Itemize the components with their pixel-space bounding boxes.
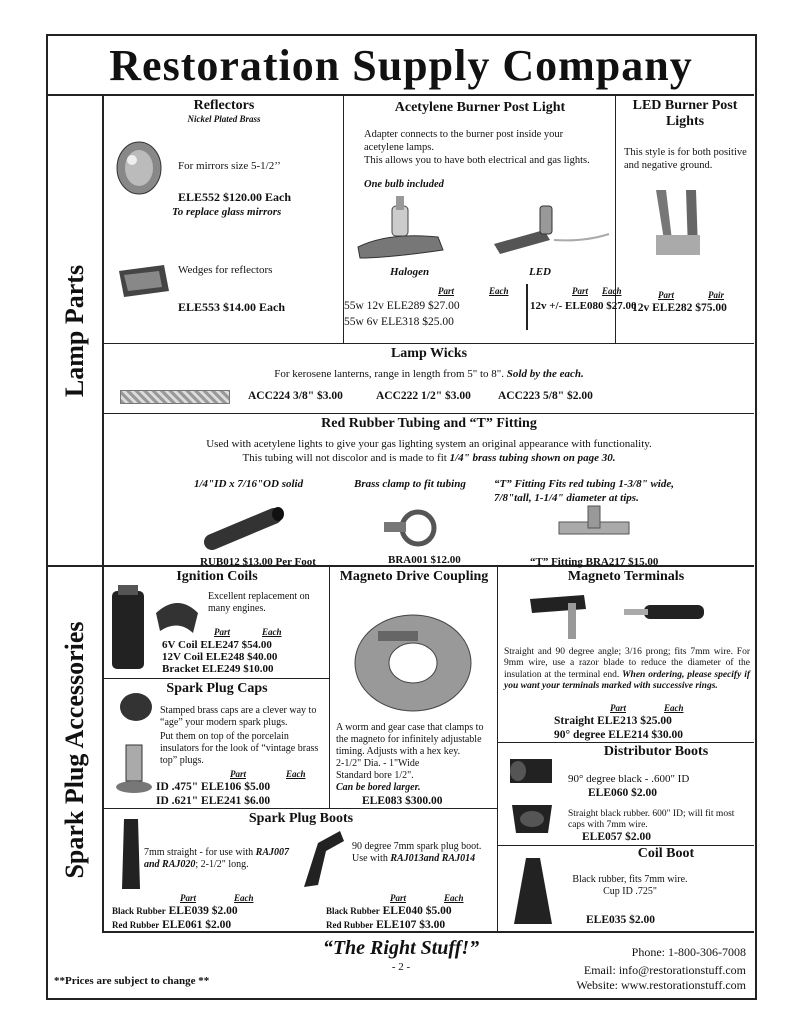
acetylene-title: Acetylene Burner Post Light (394, 100, 566, 115)
coil-boot-price: ELE035 $2.00 (586, 914, 656, 926)
boots-section (104, 809, 498, 933)
distributor-row-2: Straight black rubber. 600" ID; will fit most caps with 7mm wire. (568, 809, 735, 831)
boots-desc1b: RAJ007 and RAJ020 (144, 847, 289, 870)
acetylene-desc2: This allows you to have both electrical and gas lights. (364, 155, 590, 166)
spark-plug-cap-image (108, 685, 158, 805)
coil-row-1-part: ELE247 (200, 639, 239, 651)
caps-part-header: Part (230, 769, 247, 779)
page-footer (48, 933, 754, 999)
coil-boot-section (498, 846, 754, 933)
distributor-row-1: 90° degree black - .600" ID (568, 773, 690, 785)
boots-right-part-header: Part (390, 893, 407, 903)
boot-left-2-label: Red Rubber (112, 920, 160, 930)
brass-clamp-image (378, 502, 448, 552)
boots-desc2a: 90 degree 7mm spark plug boot. Use with (352, 841, 482, 864)
boots-desc2b: RAJ013and RAJ014 (390, 853, 476, 864)
led-row: 12v +/- ELE080 $27.00 (530, 300, 637, 312)
coils-title: Ignition Coils (176, 569, 258, 584)
side-label-lamp (48, 96, 104, 567)
magneto-bore2: Can be bored larger. (336, 782, 421, 793)
halogen-lamp-image (348, 192, 458, 264)
caps-section (104, 679, 330, 809)
mirror-text: For mirrors size 5-1/2’’ (178, 160, 281, 172)
boot-left-1-part: ELE039 (168, 905, 209, 917)
reflectors-subtitle: Nickel Plated Brass (187, 114, 261, 124)
terminals-note: When ordering, please specify if you want your terminals marked with successive rings. (504, 669, 750, 692)
footer-website: Website: www.restorationstuff.com (576, 978, 746, 992)
led-lamp-image (484, 192, 614, 264)
tubing-caption-2: Brass clamp to fit tubing (354, 478, 466, 490)
distributor-price-2: ELE057 $2.00 (582, 831, 652, 843)
boots-right-each-header: Each (444, 893, 464, 903)
coil-boot-desc: Black rubber, fits 7mm wire. Cup ID .725" (572, 874, 688, 897)
led-post-desc: This style is for both positive and negative ground. (624, 147, 747, 172)
tubing-section (104, 414, 754, 567)
tubing-price-1: RUB012 $13.00 Per Foot (200, 556, 316, 568)
wicks-title: Lamp Wicks (390, 346, 468, 361)
boot-right-2-label: Red Rubber (326, 920, 374, 930)
distributor-boot-image (502, 753, 562, 843)
led-post-title: LED Burner Post Lights (632, 98, 738, 130)
coil-boot-title: Coil Boot (637, 846, 695, 861)
page-title: Restoration Supply Company (48, 36, 754, 96)
distributor-price-1: ELE060 $2.00 (588, 787, 658, 799)
boot-right-2-price: $3.00 (419, 919, 446, 931)
wicks-desc: For kerosene lanterns, range in length from 5" to 8". (274, 368, 505, 380)
terminal-row-2-part: ELE214 (608, 729, 649, 741)
coil-row-3-part: ELE249 (202, 663, 241, 675)
led-post-section (616, 96, 754, 344)
t-fitting-image (554, 504, 634, 554)
footer-disclaimer: **Prices are subject to change ** (54, 975, 210, 987)
tubing-caption-3b: Fits red tubing 1-3/8" wide, 7/8"tall, 1-1/4" diameter at tips. (494, 478, 674, 504)
led-post-part-header: Part (658, 290, 675, 300)
tubing-price-2: BRA001 $12.00 (388, 554, 461, 566)
mirror-note: To replace glass mirrors (172, 206, 282, 218)
magneto-title: Magneto Drive Coupling (339, 569, 489, 584)
coils-part-header: Part (214, 627, 231, 637)
side-label-spark (48, 567, 104, 933)
boot-right-1-price: $5.00 (425, 905, 452, 917)
acetylene-each-header: Each (489, 286, 509, 296)
wedge-text: Wedges for reflectors (178, 264, 273, 276)
coil-row-3-price: $10.00 (243, 663, 274, 675)
coils-each-header: Each (262, 627, 282, 637)
boot-right-2-part: ELE107 (376, 919, 417, 931)
terminals-desc: Straight and 90 degree angle; 3/16 prong; fits 7mm wire. For 9mm wire, use a razor blade to reduce the diameter of the insulation at the terminal end. (504, 647, 750, 680)
distributor-title: Distributor Boots (603, 744, 709, 759)
wick-item-2: ACC222 1/2" $3.00 (376, 390, 471, 402)
catalog-page (46, 34, 757, 1000)
terminals-each-header: Each (664, 703, 684, 713)
wick-item-3: ACC223 5/8" $2.00 (498, 390, 593, 402)
acetylene-desc3: One bulb included (364, 179, 444, 190)
wedge-price: ELE553 $14.00 Each (178, 300, 286, 314)
terminals-title: Magneto Terminals (567, 569, 685, 584)
tubing-desc2b: 1/4" brass tubing shown on page 30. (449, 452, 616, 464)
wick-item-1: ACC224 3/8" $3.00 (248, 390, 343, 402)
footer-email: Email: info@restorationstuff.com (583, 963, 746, 977)
side-label-spark-text: Spark Plug Accessories (60, 621, 89, 879)
coil-boot-image (508, 854, 558, 930)
magneto-desc: A worm and gear case that clamps to the magneto for infinitely adjustable timing. Adjusts with a hex key. (336, 722, 484, 757)
acetylene-row-2: 55w 6v ELE318 $25.00 (344, 316, 454, 328)
tubing-price-3: “T” Fitting BRA217 $15.00 (530, 556, 659, 568)
boot-left-2-part: ELE061 (162, 919, 203, 931)
wicks-sold: Sold by the each. (506, 368, 584, 380)
cap-row-1-label: ID .475" (156, 781, 199, 793)
side-label-lamp-text: Lamp Parts (60, 264, 89, 397)
terminal-row-1-label: Straight (554, 715, 595, 727)
footer-phone: Phone: 1-800-306-7008 (631, 945, 746, 959)
boot-left-1-price: $2.00 (211, 905, 238, 917)
led-part-header: Part (572, 286, 589, 296)
acetylene-row-1: 55w 12v ELE289 $27.00 (344, 300, 460, 312)
led-post-pair-header: Pair (708, 290, 725, 300)
footer-slogan: “The Right Stuff!” (322, 937, 480, 959)
terminals-section (498, 567, 754, 743)
acetylene-desc1: Adapter connects to the burner post inside your acetylene lamps. (364, 129, 564, 154)
distributor-section (498, 743, 754, 846)
cap-row-2-label: ID .621" (156, 795, 199, 807)
acetylene-section (344, 96, 637, 344)
cap-row-1-part: ELE106 (201, 781, 242, 793)
led-label: LED (529, 266, 551, 278)
coil-row-2-label: 12V Coil (162, 651, 204, 663)
magneto-dims: 2-1/2" Dia. - 1"Wide (336, 758, 420, 769)
caps-title: Spark Plug Caps (166, 681, 268, 696)
led-post-image (636, 180, 736, 270)
terminal-row-1-price: $25.00 (640, 715, 672, 727)
coils-desc: Excellent replacement on many engines. (208, 591, 310, 614)
tubing-desc2: This tubing will not discolor and is made to fit (242, 452, 447, 464)
mirror-price: ELE552 $120.00 Each (178, 190, 292, 204)
boots-desc1c: ; 2-1/2" long. (195, 859, 249, 870)
caps-desc1: Stamped brass caps are a clever way to “age” your modern spark plugs. (160, 705, 317, 728)
magneto-price: ELE083 $300.00 (362, 795, 443, 807)
terminal-row-1-part: ELE213 (597, 715, 638, 727)
led-post-row: 12v ELE282 $75.00 (632, 302, 727, 314)
coil-row-2-price: $40.00 (247, 651, 278, 663)
caps-desc2: Put them on top of the porcelain insulators for the look of “vintage brass top” plugs. (160, 731, 319, 766)
magneto-terminal-image (524, 587, 744, 645)
acetylene-part-header: Part (438, 286, 455, 296)
wedge-image (114, 261, 174, 301)
tubing-caption-3a: “T” Fitting (494, 478, 546, 490)
terminal-row-2-price: $30.00 (651, 729, 683, 741)
boot-right-1-part: ELE040 (382, 905, 423, 917)
terminals-part-header: Part (610, 703, 627, 713)
coils-section (104, 567, 330, 679)
cap-row-1-price: $5.00 (244, 781, 271, 793)
coil-row-1-label: 6V Coil (162, 639, 198, 651)
caps-each-header: Each (286, 769, 306, 779)
coil-row-2-part: ELE248 (205, 651, 245, 663)
angle-boot-image (296, 827, 352, 897)
wicks-section (104, 344, 754, 414)
magneto-bore: Standard bore 1/2". (336, 770, 414, 781)
coil-row-1-price: $54.00 (241, 639, 272, 651)
boots-desc1a: 7mm straight - for use with (144, 847, 254, 858)
acetylene-divider (526, 284, 528, 330)
led-each-header: Each (602, 286, 622, 296)
boots-left-each-header: Each (234, 893, 254, 903)
page-number: - 2 - (391, 961, 411, 973)
tubing-desc1: Used with acetylene lights to give your gas lighting system an original appearance with functionality. (206, 438, 652, 450)
magneto-coupling-image (348, 607, 478, 717)
wick-image (120, 390, 230, 404)
boot-left-2-price: $2.00 (205, 919, 232, 931)
boots-left-part-header: Part (180, 893, 197, 903)
cap-row-2-part: ELE241 (201, 795, 242, 807)
cap-row-2-price: $6.00 (244, 795, 271, 807)
tubing-title: Red Rubber Tubing and “T” Fitting (321, 416, 537, 431)
straight-boot-image (116, 815, 146, 895)
boot-left-1-label: Black Rubber (112, 906, 166, 916)
boots-title: Spark Plug Boots (248, 811, 354, 826)
reflector-image (114, 140, 164, 195)
halogen-label: Halogen (390, 266, 430, 278)
tubing-caption-1: 1/4"ID x 7/16"OD solid (194, 478, 304, 490)
reflectors-section (104, 96, 344, 344)
terminal-row-2-label: 90° degree (554, 729, 606, 741)
boot-right-1-label: Black Rubber (326, 906, 380, 916)
reflectors-title: Reflectors (193, 98, 255, 113)
rubber-tubing-image (204, 504, 294, 554)
magneto-section (330, 567, 498, 809)
coil-row-3-label: Bracket (162, 663, 200, 675)
